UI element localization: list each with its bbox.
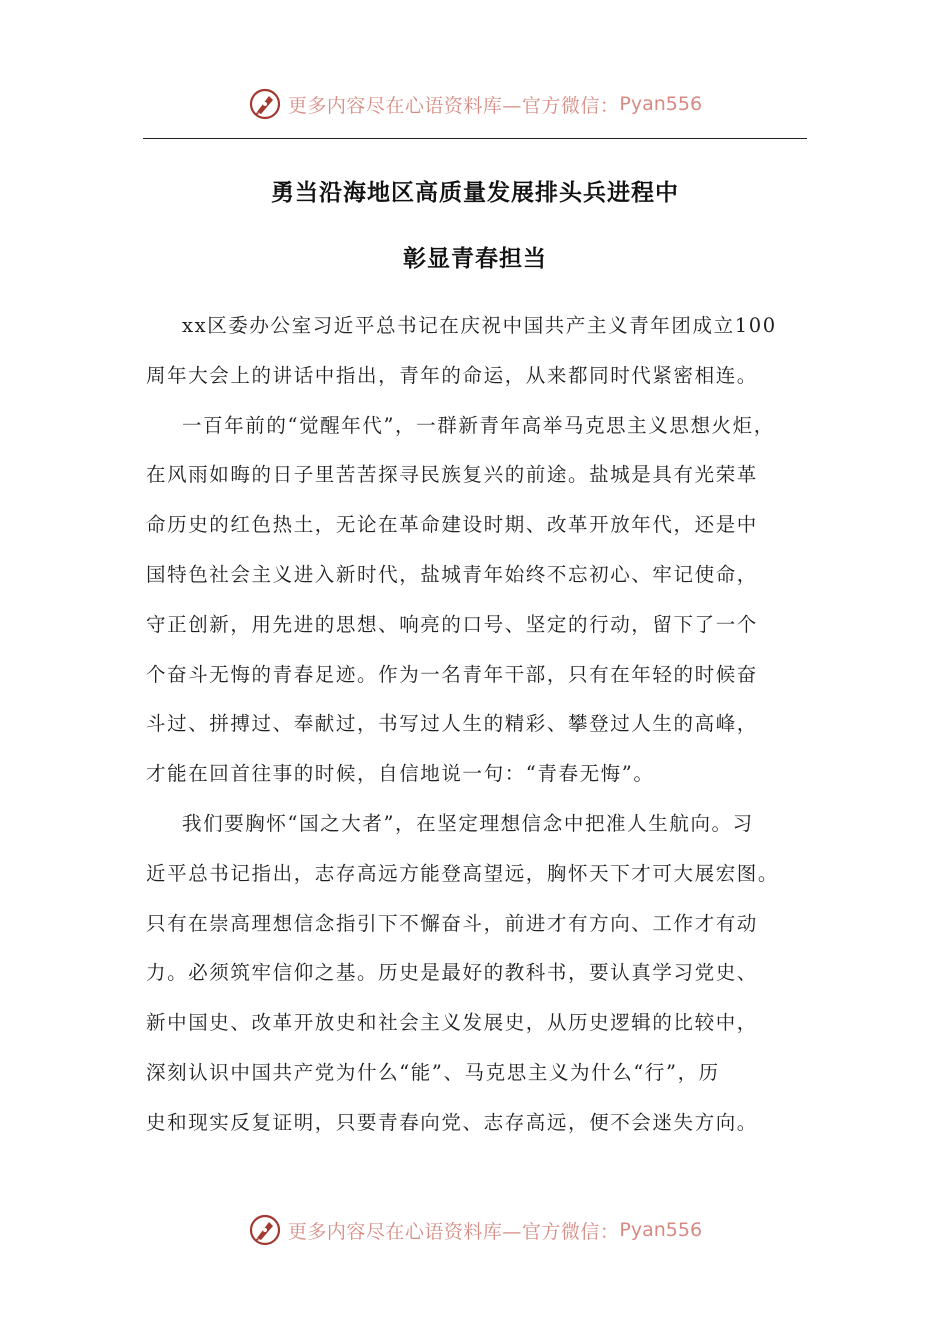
document-body [146,301,816,1148]
body-line: 力。必须筑牢信仰之基。历史是最好的教科书，要认真学习党史、 [146,961,758,985]
body-line: 我们要胸怀“国之大者”，在坚定理想信念中把准人生航向。习 [182,811,754,835]
document-title-line-2: 彰显青春担当 [403,246,547,272]
header-divider [143,138,807,139]
header-banner [0,84,950,124]
body-line: xx区委办公室习近平总书记在庆祝中国共产主义青年团成立100 [182,314,777,337]
body-line: 命历史的红色热土，无论在革命建设时期、改革开放年代，还是中 [146,513,758,537]
body-line: 一百年前的“觉醒年代”，一群新青年高举马克思主义思想火炬， [182,413,775,437]
document-title-line-1: 勇当沿海地区高质量发展排头兵进程中 [271,180,679,206]
body-line: 国特色社会主义进入新时代，盐城青年始终不忘初心、牢记使命， [146,562,758,586]
pen-nib-logo-icon [248,1213,282,1247]
body-line: 新中国史、改革开放史和社会主义发展史，从历史逻辑的比较中， [146,1011,758,1035]
pen-nib-logo-icon [248,87,282,121]
body-line: 个奋斗无悔的青春足迹。作为一名青年干部，只有在年轻的时候奋 [146,662,758,686]
body-line: 深刻认识中国共产党为什么“能”、马克思主义为什么“行”，历 [146,1060,720,1084]
footer-banner [0,1210,950,1250]
footer-wechat-id: Pyan556 [619,1219,703,1241]
body-line: 只有在崇高理想信念指引下不懈奋斗，前进才有方向、工作才有动 [146,911,758,935]
body-line: 守正创新，用先进的思想、响亮的口号、坚定的行动，留下了一个 [146,612,758,636]
footer-banner-text: 更多内容尽在心语资料库—官方微信： [287,1220,620,1243]
body-line: 周年大会上的讲话中指出，青年的命运，从来都同时代紧密相连。 [146,363,758,387]
body-line: 在风雨如晦的日子里苦苦探寻民族复兴的前途。盐城是具有光荣革 [146,463,758,487]
header-banner-text: 更多内容尽在心语资料库—官方微信： [287,94,620,117]
header-wechat-id: Pyan556 [619,93,703,115]
body-line: 斗过、拼搏过、奉献过，书写过人生的精彩、攀登过人生的高峰， [146,712,758,736]
body-line: 近平总书记指出，志存高远方能登高望远，胸怀天下才可大展宏图。 [146,861,780,885]
body-line: 才能在回首往事的时候，自信地说一句：“青春无悔”。 [146,762,655,786]
body-line: 史和现实反复证明，只要青春向党、志存高远，便不会迷失方向。 [146,1110,758,1134]
